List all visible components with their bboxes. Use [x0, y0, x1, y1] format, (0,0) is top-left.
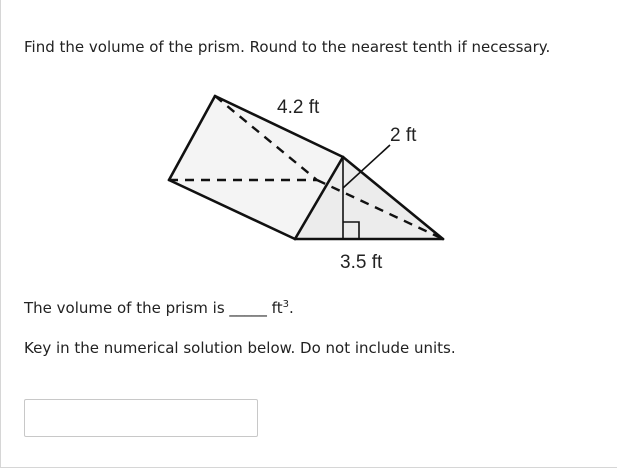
- height-label: 2 ft: [390, 125, 417, 146]
- answer-sentence-end: .: [288, 299, 294, 317]
- length-label: 4.2 ft: [277, 97, 320, 118]
- answer-sentence: [24, 299, 294, 317]
- answer-input[interactable]: [24, 399, 258, 437]
- question-prompt: Find the volume of the prism. Round to the nearest tenth if necessary.: [24, 38, 551, 56]
- base-label: 3.5 ft: [340, 252, 383, 273]
- cubic-exponent: 3: [282, 299, 289, 310]
- triangular-prism-figure: [1, 0, 618, 290]
- instructions-text: Key in the numerical solution below. Do not include units.: [24, 339, 456, 357]
- answer-sentence-text: The volume of the prism is _____ ft: [24, 299, 283, 317]
